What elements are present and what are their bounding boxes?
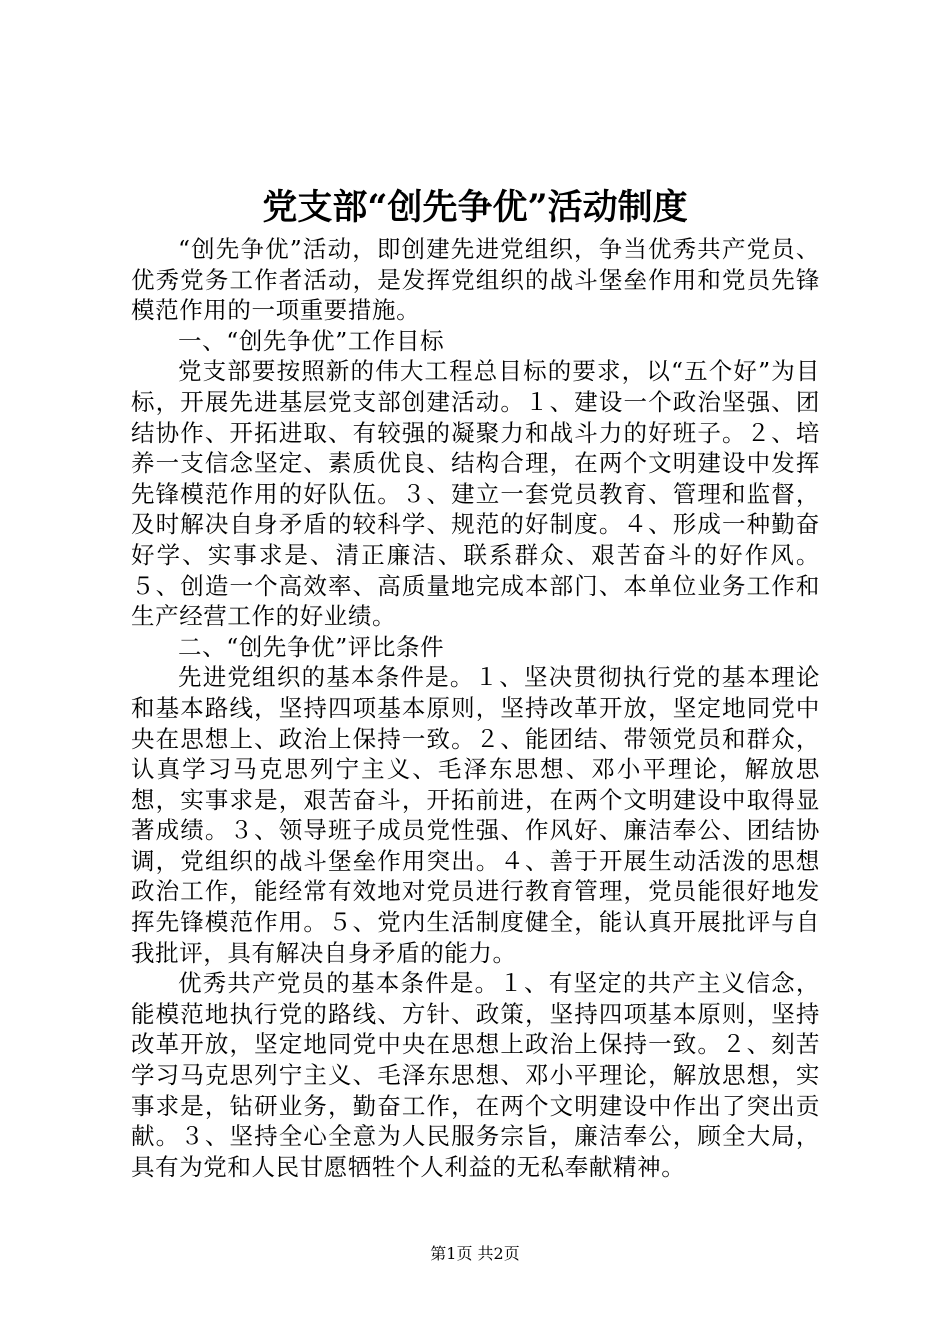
document-title: 党支部“创先争优”活动制度 bbox=[262, 187, 688, 228]
document-body bbox=[131, 234, 820, 1182]
goals-paragraph: 党支部要按照新的伟大工程总目标的要求，以“五个好”为目标，开展先进基层党支部创建活动。１、建设一个政治坚强、团结协作、开拓进取、有较强的凝聚力和战斗力的好班子。２、培养一支信念坚定、素质优良、结构合理，在两个文明建设中发挥先锋模范作用的好队伍。３、建立一套党员教育、管理和监督，及时解决自身矛盾的较科学、规范的好制度。４、形成一种勤奋好学、实事求是、清正廉洁、联系群众、艰苦奋斗的好作风。５、创造一个高效率、高质量地完成本部门、本单位业务工作和生产经营工作的好业绩。 bbox=[131, 357, 820, 631]
section-heading-criteria: 二、“创先争优”评比条件 bbox=[178, 632, 445, 661]
advanced-organization-paragraph: 先进党组织的基本条件是。１、坚决贯彻执行党的基本理论和基本路线，坚持四项基本原则，坚持改革开放，坚定地同党中央在思想上、政治上保持一致。２、能团结、带领党员和群众，认真学习马克思列宁主义、毛泽东思想、邓小平理论，解放思想，实事求是，艰苦奋斗，开拓前进，在两个文明建设中取得显著成绩。３、领导班子成员党性强、作风好、廉洁奉公、团结协调，党组织的战斗堡垒作用突出。４、善于开展生动活泼的思想政治工作，能经常有效地对党员进行教育管理，党员能很好地发挥先锋模范作用。５、党内生活制度健全，能认真开展批评与自我批评，具有解决自身矛盾的能力。 bbox=[131, 663, 820, 967]
section-heading-goals: 一、“创先争优”工作目标 bbox=[178, 326, 445, 355]
page-footer: 第1页 共2页 bbox=[430, 1244, 520, 1263]
excellent-member-paragraph: 优秀共产党员的基本条件是。１、有坚定的共产主义信念，能模范地执行党的路线、方针、政策，坚持四项基本原则，坚持改革开放，坚定地同党中央在思想上政治上保持一致。２、刻苦学习马克思列宁主义、毛泽东思想、邓小平理论，解放思想，实事求是，钻研业务，勤奋工作，在两个文明建设中作出了突出贡献。３、坚持全心全意为人民服务宗旨，廉洁奉公，顾全大局，具有为党和人民甘愿牺牲个人利益的无私奉献精神。 bbox=[131, 969, 820, 1181]
intro-paragraph: “创先争优”活动，即创建先进党组织，争当优秀共产党员、优秀党务工作者活动，是发挥党组织的战斗堡垒作用和党员先锋模范作用的一项重要措施。 bbox=[131, 235, 820, 325]
